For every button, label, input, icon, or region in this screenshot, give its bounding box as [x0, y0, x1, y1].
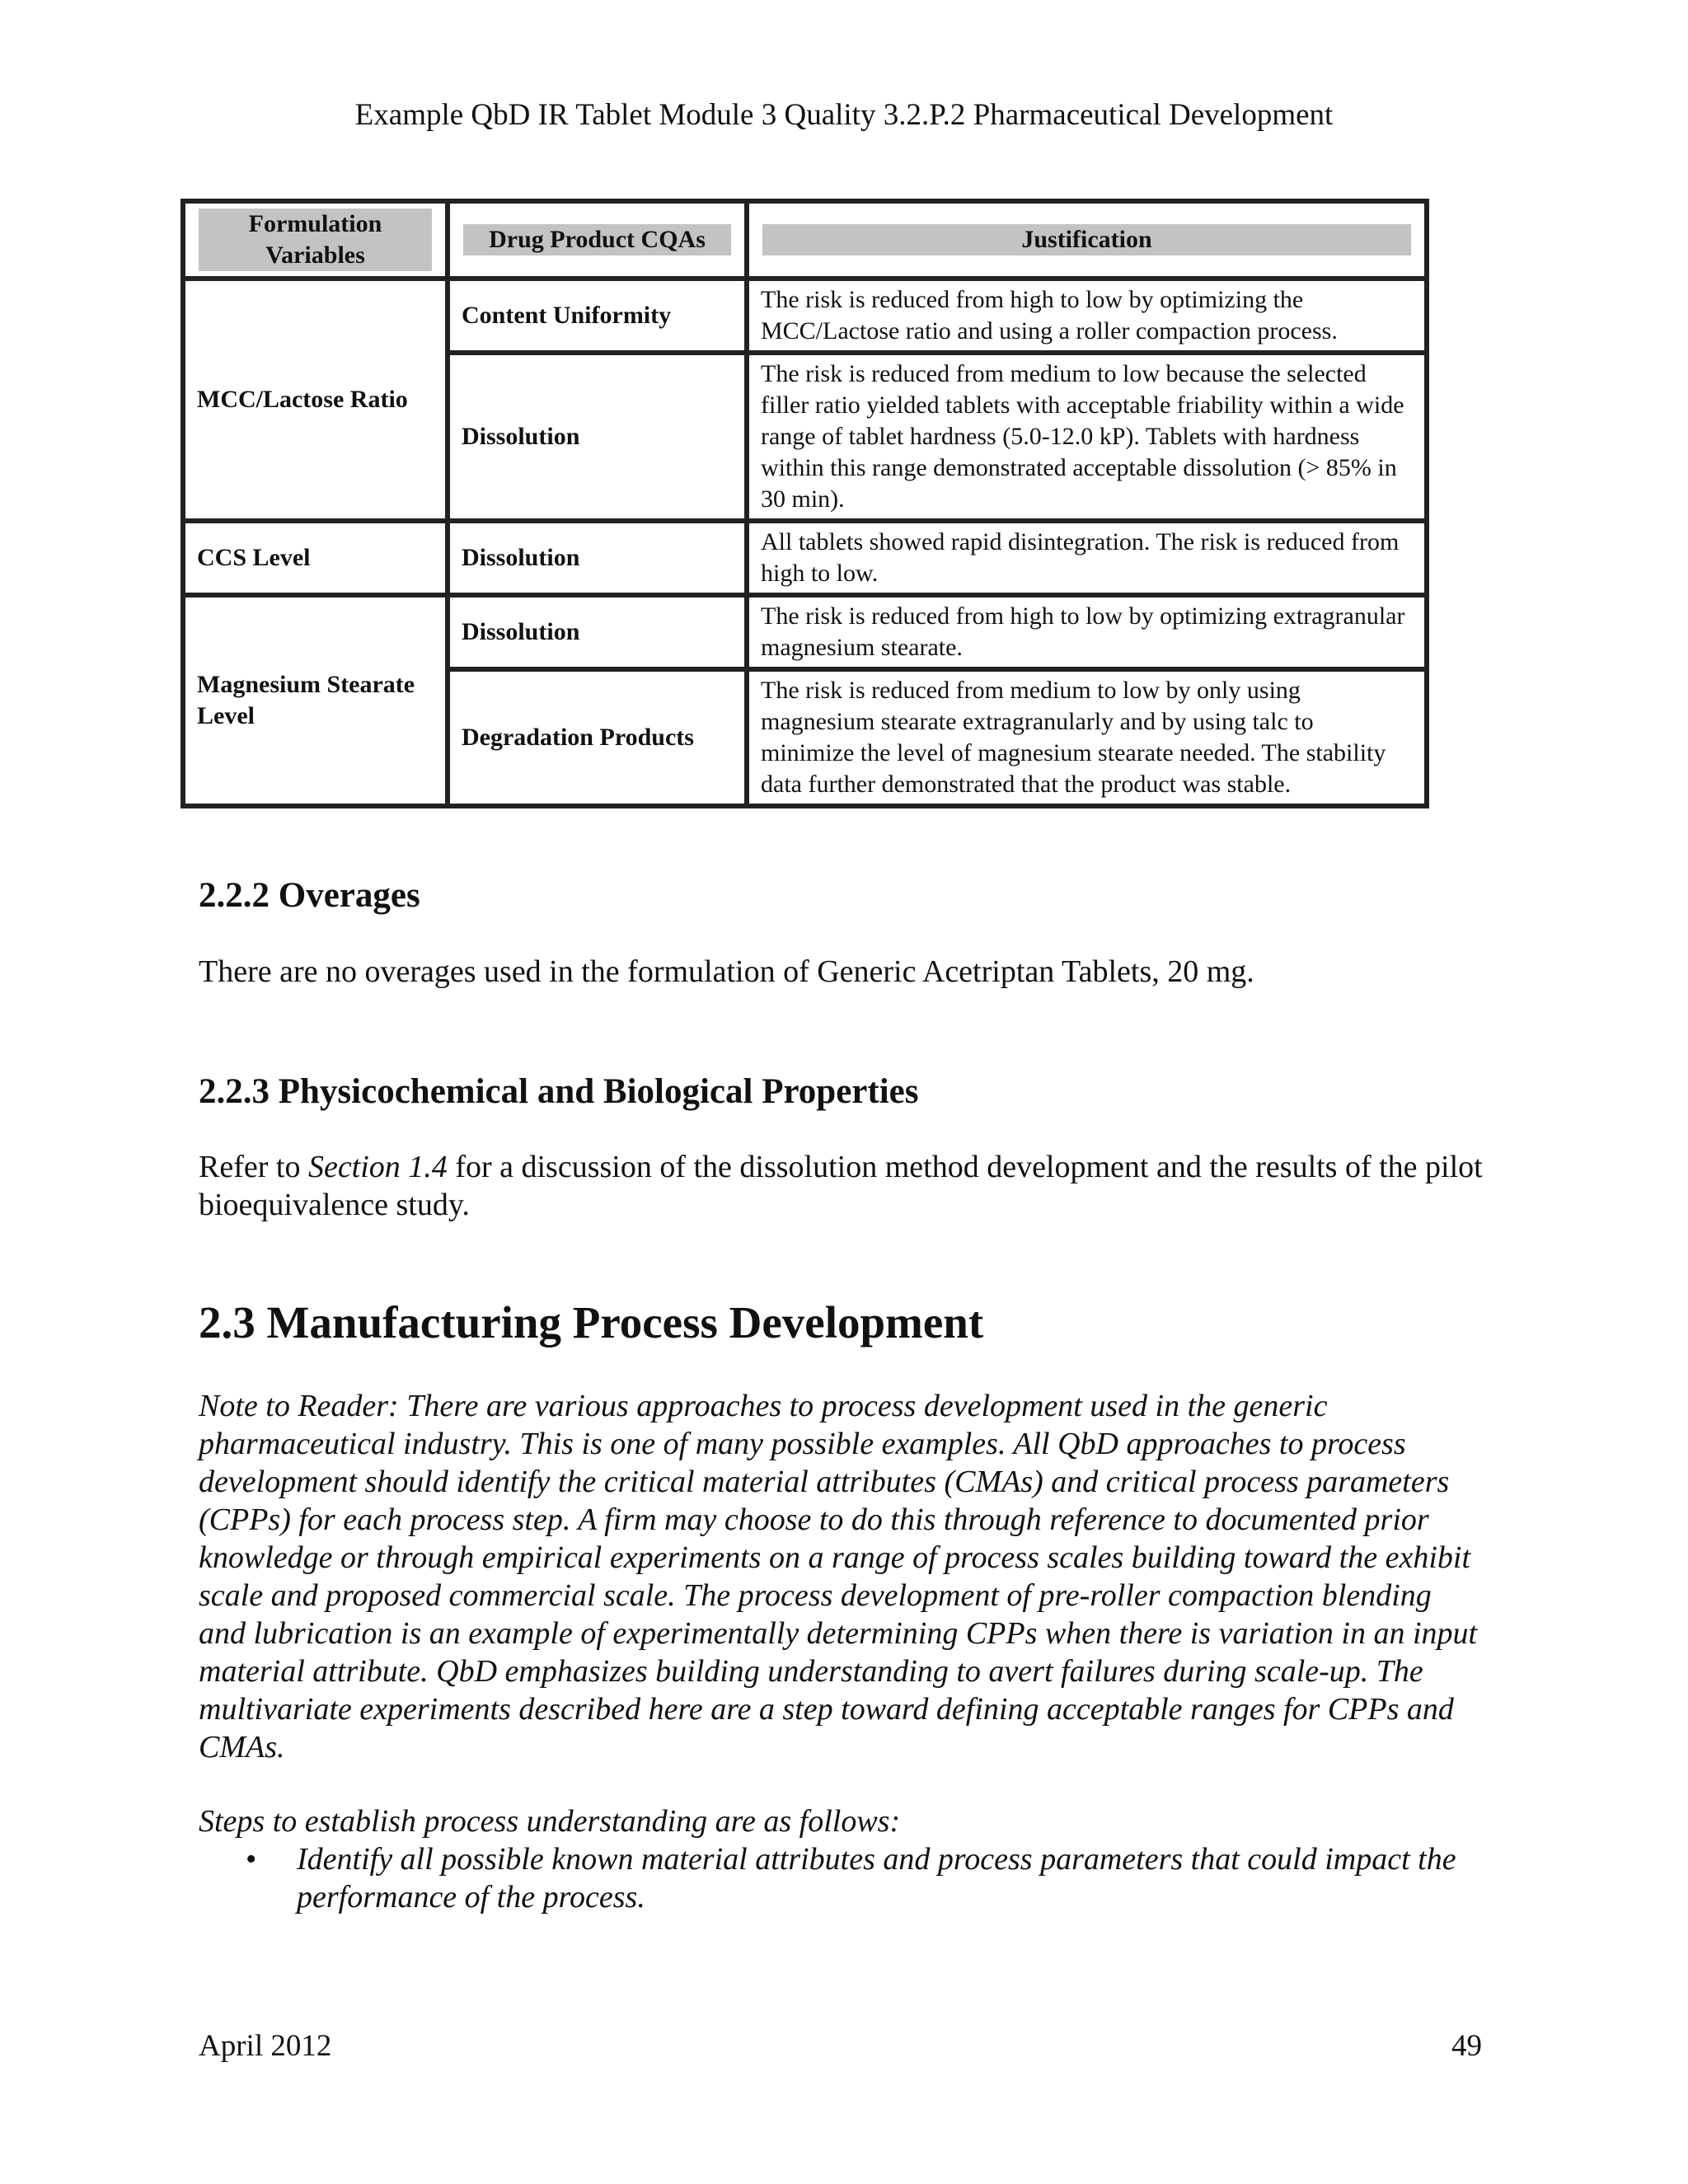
justification-cell: The risk is reduced from medium to low because the selected filler ratio yielded tablets with acceptable friability within a wide range of tablet hardness (5.0-12.0 kP). Tablets with hardness within this range demonstrated acceptable dissolution (> 85% in 30 min). — [747, 353, 1427, 521]
cqa-cell: Dissolution — [448, 595, 747, 669]
section-heading-physicochemical: 2.2.3 Physicochemical and Biological Properties — [199, 1072, 919, 1111]
running-header: Example QbD IR Tablet Module 3 Quality 3.2.P.2 Pharmaceutical Development — [354, 98, 1334, 132]
bullet-icon: • — [246, 1842, 257, 1877]
page-number: 49 — [1451, 2029, 1482, 2063]
section-heading-manufacturing: 2.3 Manufacturing Process Development — [199, 1297, 984, 1347]
section-reference: Section 1.4 — [307, 1150, 448, 1184]
formulation-variable-cell: Magnesium Stearate Level — [183, 595, 448, 806]
section-heading-overages: 2.2.2 Overages — [199, 876, 420, 915]
column-header-drug-product-cqas: Drug Product CQAs — [448, 201, 747, 279]
formulation-variable-cell: MCC/Lactose Ratio — [183, 279, 448, 521]
overages-paragraph: There are no overages used in the formulation of Generic Acetriptan Tablets, 20 mg. — [199, 954, 1254, 989]
table-header-row — [183, 201, 1427, 279]
cqa-cell: Degradation Products — [448, 669, 747, 806]
cqa-cell: Content Uniformity — [448, 279, 747, 353]
cqa-cell: Dissolution — [448, 353, 747, 521]
justification-cell: All tablets showed rapid disintegration. The risk is reduced from high to low. — [747, 521, 1427, 595]
justification-cell: The risk is reduced from medium to low by only using magnesium stearate extragranularly and by using talc to minimize the level of magnesium stearate needed. The stability data further demonstrated that the product was stable. — [747, 669, 1427, 806]
column-header-formulation-variables: Formulation Variables — [183, 201, 448, 279]
footer-date: April 2012 — [199, 2029, 332, 2063]
physicochemical-paragraph: Refer to Section 1.4 for a discussion of the dissolution method development and the results of the pilot bioequivalence study. — [199, 1150, 1483, 1222]
justification-cell: The risk is reduced from high to low by optimizing extragranular magnesium stearate. — [747, 595, 1427, 669]
risk-assessment-table — [181, 199, 1429, 808]
justification-cell: The risk is reduced from high to low by optimizing the MCC/Lactose ratio and using a roller compaction process. — [747, 279, 1427, 353]
table-row — [183, 279, 1427, 353]
steps-intro: Steps to establish process understanding are as follows: — [199, 1804, 901, 1839]
list-item-text: Identify all possible known material attributes and process parameters that could impact the performance of the process. — [297, 1842, 1456, 1915]
cqa-cell: Dissolution — [448, 521, 747, 595]
formulation-variable-cell: CCS Level — [183, 521, 448, 595]
column-header-justification: Justification — [747, 201, 1427, 279]
table-row — [183, 595, 1427, 669]
note-to-reader: Note to Reader: There are various approaches to process development used in the generic pharmaceutical industry. This is one of many possible examples. All QbD approaches to process development should identify the critical material attributes (CMAs) and critical process parameters (CPPs) for each process step. A firm may choose to do this through reference to documented prior knowledge or through empirical experiments on a range of process scales building toward the exhibit scale and proposed commercial scale. The process development of pre-roller compaction blending and lubrication is an example of experimentally determining CPPs when there is variation in an input material attribute. QbD emphasizes building understanding to avert failures during scale-up. The multivariate experiments described here are a step toward defining acceptable ranges for CPPs and CMAs. — [199, 1389, 1478, 1765]
table-row — [183, 521, 1427, 595]
